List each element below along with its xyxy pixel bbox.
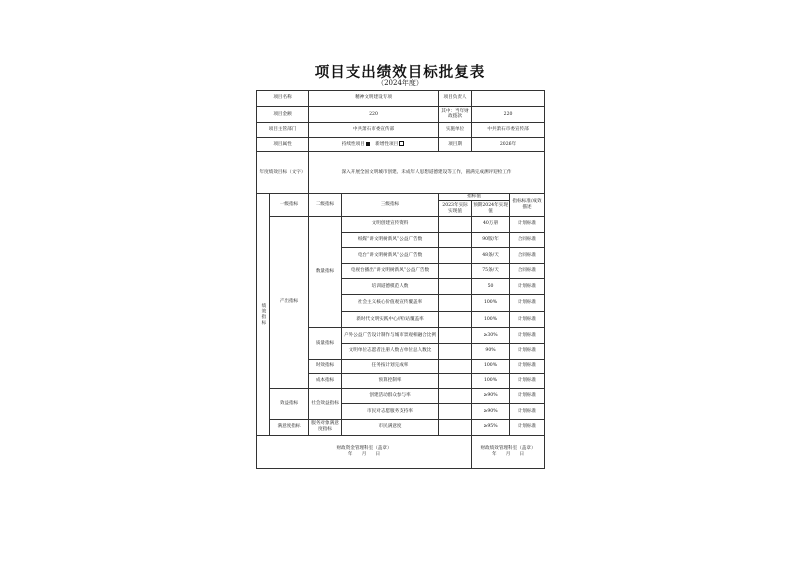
- level2-header: 二级指标: [309, 194, 342, 217]
- indicator-standard: 计划标准: [510, 404, 545, 420]
- indicator-name: 文明单位志愿者注册人数占单位总人数比: [342, 343, 439, 359]
- signature-left-date: 年 月 日: [347, 451, 381, 457]
- indicator-name: 培训道德模范人数: [342, 279, 439, 295]
- indicator-actual: [439, 419, 472, 435]
- indicator-actual: [439, 404, 472, 420]
- signature-right-label: 财政绩效管理科室（盖章）: [480, 446, 536, 452]
- period-value: 2026年: [472, 137, 545, 152]
- indicator-standard: 计划标准: [510, 374, 545, 389]
- indicator-expected: ≥90%: [472, 404, 510, 420]
- dept-value: 中共萧石市委宣传部: [309, 123, 439, 138]
- indicator-standard: 计划标准: [510, 328, 545, 344]
- indicator-name: 文明创建宣传资料: [342, 216, 439, 232]
- indicator-actual: [439, 311, 472, 328]
- indicator-name: 电视台播出“讲文明树新风”公益广告数: [342, 263, 439, 279]
- level2-timeliness: 时效指标: [309, 359, 342, 374]
- level3-header: 三级指标: [342, 194, 439, 217]
- indicator-name: 预算控制率: [342, 374, 439, 389]
- actual-2023-header: 2023年实际实现值: [439, 201, 472, 217]
- indicator-name: 市民对志愿服务支持率: [342, 404, 439, 420]
- level1-header: 一级指标: [270, 194, 309, 217]
- signature-left-label: 财政资金管理科室（盖章）: [336, 446, 392, 452]
- page-title: 项目支出绩效目标批复表: [314, 65, 486, 81]
- level2-quantity: 数量指标: [309, 216, 342, 327]
- page-subtitle: （2024年度）: [377, 79, 423, 87]
- performance-indicator-label: 绩效指标: [257, 194, 270, 435]
- indicator-actual: [439, 359, 472, 374]
- level2-cost: 成本指标: [309, 374, 342, 389]
- level2-service-satisfaction: 服务对象满意度指标: [309, 419, 342, 435]
- signature-right: [472, 435, 545, 468]
- indicator-name: 任务按计划完成率: [342, 359, 439, 374]
- indicator-standard: 合同标准: [510, 263, 545, 279]
- indicator-actual: [439, 263, 472, 279]
- indicator-name: 户外公益广告设计制作与城市景观相融合比例: [342, 328, 439, 344]
- standard-header: 指标标准/成效描述: [510, 194, 545, 217]
- period-label: 项目期: [439, 137, 472, 152]
- dept-label: 项目主管部门: [257, 123, 309, 138]
- goal-label: 年度绩效目标（文字）: [257, 152, 309, 194]
- indicator-actual: [439, 374, 472, 389]
- indicator-standard: 计划标准: [510, 343, 545, 359]
- indicator-actual: [439, 328, 472, 344]
- checked-box-icon: [366, 142, 370, 146]
- indicator-standard: 计划标准: [510, 295, 545, 312]
- indicator-expected: 50: [472, 279, 510, 295]
- level2-quality: 质量指标: [309, 328, 342, 359]
- level1-satisfaction: 满意度指标: [270, 419, 309, 435]
- indicator-standard: 计划标准: [510, 216, 545, 232]
- of-which-label: 其中：当年财政拨款: [439, 106, 472, 123]
- indicator-expected: 100%: [472, 295, 510, 312]
- indicator-expected: 100%: [472, 359, 510, 374]
- indicator-name: 社会主义核心价值观宣传覆盖率: [342, 295, 439, 312]
- indicator-expected: 90版/年: [472, 232, 510, 248]
- indicator-name: 纸媒“讲文明树新风”公益广告数: [342, 232, 439, 248]
- goal-value: 深入开展全国文明城市创建、未成年人思想道德建设等工作，圆满完成测评迎检工作: [309, 152, 545, 194]
- indicator-actual: [439, 216, 472, 232]
- unchecked-box-icon: [399, 141, 404, 146]
- indicator-actual: [439, 279, 472, 295]
- indicator-standard: 合同标准: [510, 232, 545, 248]
- level1-output: 产出指标: [270, 216, 309, 388]
- indicator-name: 创建活动群众参与率: [342, 388, 439, 404]
- indicator-actual: [439, 248, 472, 264]
- indicator-standard: 计划标准: [510, 388, 545, 404]
- indicator-actual: [439, 295, 472, 312]
- indicator-standard: 计划标准: [510, 279, 545, 295]
- indicator-name: 电台“讲文明树新风”公益广告数: [342, 248, 439, 264]
- attr-new: 新增性项目: [375, 142, 399, 148]
- indicator-expected: ≥95%: [472, 419, 510, 435]
- indicator-expected: ≥90%: [472, 388, 510, 404]
- indicator-expected: 48条/天: [472, 248, 510, 264]
- attr-value: [309, 137, 439, 152]
- indicator-actual: [439, 232, 472, 248]
- expected-2024-header: 预期2024年实现值: [472, 201, 510, 217]
- performance-target-table: [256, 90, 545, 469]
- indicator-standard: 合同标准: [510, 248, 545, 264]
- level2-social: 社会效益指标: [309, 388, 342, 419]
- indicator-actual: [439, 343, 472, 359]
- of-which-value: 220: [472, 106, 545, 123]
- project-name-label: 项目名称: [257, 91, 309, 107]
- project-amount-value: 220: [309, 106, 439, 123]
- signature-left: [257, 435, 472, 468]
- attr-ongoing: 持续性项目: [341, 142, 365, 148]
- impl-unit-value: 中共萧石市委宣传部: [472, 123, 545, 138]
- indicator-name: 新时代文明实践中心/所/站覆盖率: [342, 311, 439, 328]
- signature-right-date: 年 月 日: [491, 451, 525, 457]
- indicator-name: 市民满意度: [342, 419, 439, 435]
- indicator-expected: ≥30%: [472, 328, 510, 344]
- indicator-standard: 计划标准: [510, 311, 545, 328]
- indicator-expected: 100%: [472, 374, 510, 389]
- indicator-expected: 75条/天: [472, 263, 510, 279]
- indicator-expected: 100%: [472, 311, 510, 328]
- indicator-standard: 计划标准: [510, 359, 545, 374]
- level1-benefit: 效益指标: [270, 388, 309, 419]
- indicator-standard: 计划标准: [510, 419, 545, 435]
- project-owner-value: [472, 91, 545, 107]
- attr-label: 项目属性: [257, 137, 309, 152]
- indicator-actual: [439, 388, 472, 404]
- indicator-expected: 40万册: [472, 216, 510, 232]
- project-name-value: 精神文明建设专项: [309, 91, 439, 107]
- value-group-header: 指标值: [439, 194, 510, 201]
- impl-unit-label: 实施单位: [439, 123, 472, 138]
- project-amount-label: 项目金额: [257, 106, 309, 123]
- project-owner-label: 项目负责人: [439, 91, 472, 107]
- indicator-expected: 90%: [472, 343, 510, 359]
